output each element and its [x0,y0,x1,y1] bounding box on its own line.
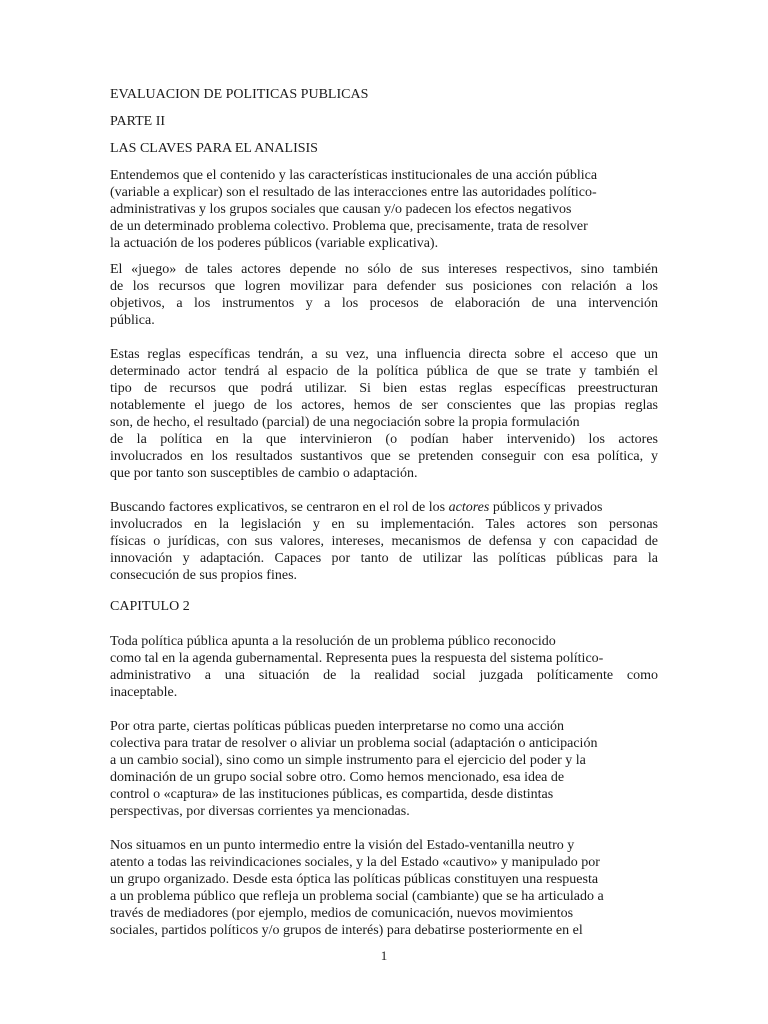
text-line: a un problema público que refleja un problema social (cambiante) que se ha articulado a [110,889,604,904]
text-line: perspectivas, por diversas corrientes ya mencionadas. [110,804,410,819]
text-line: la actuación de los poderes públicos (variable explicativa). [110,236,439,251]
text-line: dominación de un grupo social sobre otro. Como hemos mencionado, esa idea de [110,770,565,785]
paragraph-4 [110,499,658,584]
text-line: El «juego» de tales actores depende no sólo de sus intereses respectivos, sino también [110,262,658,277]
part-heading: PARTE II [110,114,166,129]
text-fragment: Buscando factores explicativos, se centraron en el rol de los [110,500,449,515]
paragraph-2 [110,261,658,329]
text-line: administrativo a una situación de la realidad social juzgada políticamente como [110,668,658,683]
text-line: a un cambio social), sino como un simple instrumento para el ejercicio del poder y la [110,753,586,768]
text-line: involucrados en los resultados sustantivos que se pretenden conseguir con esa política, y [110,449,658,464]
text-line: un grupo organizado. Desde esta óptica las políticas públicas constituyen una respuesta [110,872,599,887]
text-line: de los recursos que logren movilizar para defender sus posiciones con relación a los [110,279,658,294]
text-line: pública. [110,313,155,328]
text-line: notablemente el juego de los actores, hemos de ser conscientes que las propias reglas [110,398,658,413]
document-body [110,86,658,939]
emphasis-text: actores [448,500,490,515]
text-line: Nos situamos en un punto intermedio entre la visión del Estado-ventanilla neutro y [110,838,575,853]
text-line [110,499,658,516]
paragraph-1 [110,167,658,252]
paragraph-5 [110,633,658,701]
text-line: físicas o jurídicas, con sus valores, intereses, mecanismos de defensa y con capacidad de [110,534,658,549]
text-line: consecución de sus propios fines. [110,568,298,583]
text-line: Entendemos que el contenido y las características institucionales de una acción pública [110,168,598,183]
text-line: de un determinado problema colectivo. Problema que, precisamente, trata de resolver [110,219,588,234]
text-line: Estas reglas específicas tendrán, a su vez, una influencia directa sobre el acceso que un [110,347,658,362]
text-line: involucrados en la legislación y en su implementación. Tales actores son personas [110,517,658,532]
text-line: control o «captura» de las instituciones públicas, es compartida, desde distintas [110,787,554,802]
page-number: 1 [380,948,388,963]
text-line: objetivos, a los instrumentos y a los procesos de elaboración de una intervención [110,296,658,311]
text-line: través de mediadores (por ejemplo, medios de comunicación, nuevos movimientos [110,906,574,921]
text-line: inaceptable. [110,685,178,700]
document-title: EVALUACION DE POLITICAS PUBLICAS [110,87,369,102]
text-line: tipo de recursos que podrá utilizar. Si bien estas reglas específicas preestructuran [110,381,658,396]
section-heading: LAS CLAVES PARA EL ANALISIS [110,141,318,156]
chapter-heading: CAPITULO 2 [110,599,190,614]
text-line: administrativas y los grupos sociales que causan y/o padecen los efectos negativos [110,202,572,217]
text-line: determinado actor tendrá al espacio de la política pública de que se trate y también el [110,364,658,379]
text-line: colectiva para tratar de resolver o aliviar un problema social (adaptación o anticipación [110,736,598,751]
paragraph-3 [110,346,658,482]
text-line: de la política en la que intervinieron (o podían haber intervenido) los actores [110,432,658,447]
text-line: sociales, partidos políticos y/o grupos de interés) para debatirse posteriormente en el [110,923,583,938]
text-line: atento a todas las reivindicaciones sociales, y la del Estado «cautivo» y manipulado por [110,855,600,870]
text-line: como tal en la agenda gubernamental. Representa pues la respuesta del sistema político- [110,651,604,666]
text-line: Por otra parte, ciertas políticas públicas pueden interpretarse no como una acción [110,719,565,734]
text-line: Toda política pública apunta a la resolución de un problema público reconocido [110,634,556,649]
text-line: son, de hecho, el resultado (parcial) de una negociación sobre la propia formulación [110,415,580,430]
paragraph-7 [110,837,658,939]
text-line: que por tanto son susceptibles de cambio o adaptación. [110,466,418,481]
text-line: (variable a explicar) son el resultado de las interacciones entre las autoridades político- [110,185,597,200]
paragraph-6 [110,718,658,820]
text-line: innovación y adaptación. Capaces por tanto de utilizar las políticas públicas para la [110,551,658,566]
text-fragment: públicos y privados [489,500,603,515]
